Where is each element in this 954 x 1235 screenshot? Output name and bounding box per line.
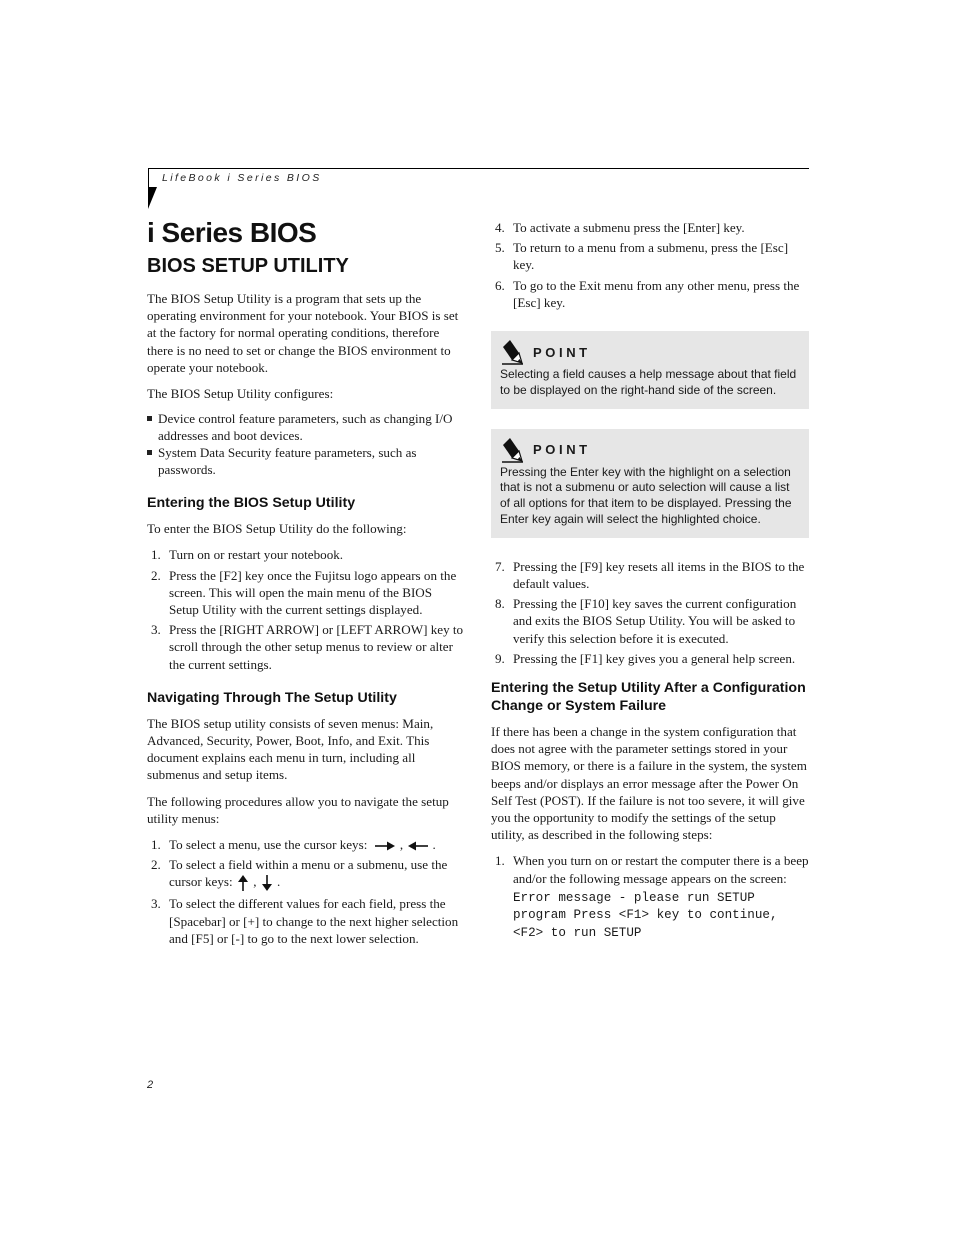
list-item: 1. To select a menu, use the cursor keys: , . bbox=[151, 837, 436, 853]
pencil-note-icon bbox=[500, 339, 524, 365]
point-label: POINT bbox=[533, 442, 591, 458]
navigating-paragraph: The BIOS setup utility consists of seven menus: Main, Advanced, Security, Power, Boot, Info, and Exit. This document explains each menu in turn, including all submenus and setup items. bbox=[147, 715, 434, 783]
entering-steps bbox=[147, 546, 465, 672]
navigating-lead: The following procedures allow you to navigate the setup utility menus: bbox=[147, 793, 449, 826]
navigating-steps bbox=[147, 836, 465, 947]
failure-paragraph: If there has been a change in the system configuration that does not agree with the parameter settings stored in your BIOS memory, or there is a failure in the system, the system beeps and/or displays an error message after the Power On Self Test (POST). If the failure is not too severe, it will give you the opportunity to modify the settings of the setup utility, as described in the following steps: bbox=[491, 724, 807, 843]
bullet-square-icon bbox=[147, 450, 152, 455]
page-number: 2 bbox=[147, 1079, 154, 1091]
point-text: Selecting a field causes a help message about that field to be displayed on the right-hand side of the screen. bbox=[500, 367, 797, 397]
point-text: Pressing the Enter key with the highlight on a selection that is not a submenu or auto selection will cause a list of all options for that item to be displayed. Pressing the Enter key again will select the highlighted choice. bbox=[500, 464, 792, 526]
right-arrow-icon bbox=[371, 840, 397, 852]
intro-paragraph: The BIOS Setup Utility is a program that sets up the operating environment for your notebook. Your BIOS is set at the factory for normal operating conditions, therefore there is no need to set or change the BIOS environment to operate your notebook. bbox=[147, 291, 459, 375]
page-title: i Series BIOS bbox=[147, 217, 317, 248]
list-item: 7. Pressing the [F9] key resets all items in the BIOS to the default values. bbox=[495, 558, 805, 591]
list-item: 9. Pressing the [F1] key gives you a general help screen. bbox=[495, 650, 796, 666]
point-note-header bbox=[500, 337, 799, 367]
list-item: 6. To go to the Exit menu from any other menu, press the [Esc] key. bbox=[495, 277, 800, 310]
header-rule bbox=[148, 168, 809, 169]
list-item: 2. To select a field within a menu or a submenu, use the cursor keys: , . bbox=[147, 856, 465, 892]
navigating-steps-continued bbox=[491, 219, 809, 311]
section-title: BIOS SETUP UTILITY bbox=[147, 255, 349, 277]
configures-list bbox=[147, 411, 465, 478]
left-arrow-icon bbox=[406, 840, 432, 852]
error-message-code: Error message - please run SETUP program Press <F1> key to continue, <F2> to run SETUP bbox=[513, 890, 778, 940]
list-item: System Data Security feature parameters, such as passwords. bbox=[147, 445, 465, 478]
failure-heading: Entering the Setup Utility After a Configuration Change or System Failure bbox=[491, 680, 806, 715]
down-arrow-icon bbox=[260, 874, 274, 892]
navigating-heading: Navigating Through The Setup Utility bbox=[147, 689, 397, 706]
header-corner-mark bbox=[148, 187, 157, 209]
list-item: 3. Press the [RIGHT ARROW] or [LEFT ARROW] key to scroll through the other setup menus to review or alter the current settings. bbox=[151, 622, 464, 672]
failure-steps bbox=[491, 852, 809, 942]
list-item: Device control feature parameters, such as changing I/O addresses and boot devices. bbox=[147, 411, 465, 444]
list-item: 1. Turn on or restart your notebook. bbox=[151, 547, 344, 563]
list-item: 4. To activate a submenu press the [Enter] key. bbox=[495, 220, 745, 235]
point-note bbox=[491, 429, 809, 538]
point-label: POINT bbox=[533, 344, 591, 360]
list-item: 2. Press the [F2] key once the Fujitsu logo appears on the screen. This will open the main menu of the BIOS Setup Utility with the current settings displayed. bbox=[151, 567, 457, 618]
point-note bbox=[491, 331, 809, 409]
left-column bbox=[147, 214, 465, 956]
list-item: 8. Pressing the [F10] key saves the current configuration and exits the BIOS Setup Utility. You will be asked to verify this selection before it is executed. bbox=[495, 596, 797, 646]
pencil-note-icon bbox=[500, 437, 524, 463]
bullet-square-icon bbox=[147, 416, 152, 421]
function-key-steps bbox=[491, 558, 809, 667]
entering-heading: Entering the BIOS Setup Utility bbox=[147, 495, 356, 512]
configures-paragraph: The BIOS Setup Utility configures: bbox=[147, 386, 334, 402]
up-arrow-icon bbox=[236, 874, 250, 892]
right-column bbox=[491, 219, 809, 951]
entering-lead: To enter the BIOS Setup Utility do the following: bbox=[147, 521, 407, 537]
point-note-header bbox=[500, 435, 799, 465]
running-header: LifeBook i Series BIOS bbox=[162, 172, 322, 184]
list-item: 3. To select the different values for each field, press the [Spacebar] or [+] to change to the next higher selection and [F5] or [-] to go to the next lower selection. bbox=[151, 896, 459, 946]
list-item: 1. When you turn on or restart the computer there is a beep and/or the following message appears on the screen: Error message - please run SETUP program Press <F1> key to continue, <F2> to run SETUP bbox=[491, 852, 809, 942]
header-vertical-bar bbox=[148, 168, 149, 188]
list-item: 5. To return to a menu from a submenu, press the [Esc] key. bbox=[495, 240, 789, 273]
